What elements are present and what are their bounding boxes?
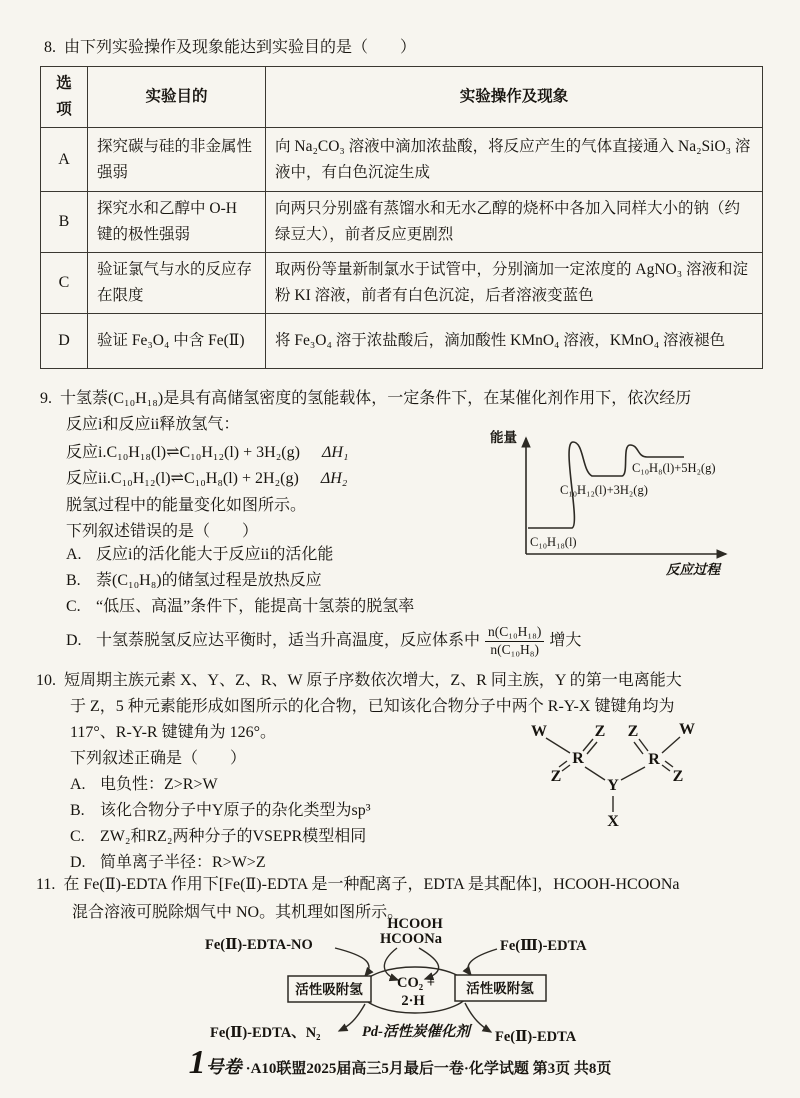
option-text: 萘(C₁₀H₈)的储氢过程是放热反应 [96,572,322,589]
q9-option-d [66,618,581,664]
feii-edta-no-label: Fe(Ⅱ)-EDTA-NO [205,937,313,953]
q9-stem-line1 [40,387,691,411]
table-row [41,128,763,192]
q8-number: 8. [44,39,56,56]
q9-note: 脱氢过程中的能量变化如图所示。 [66,497,307,514]
atom-r-right: R [648,751,660,768]
atom-w-right: W [679,721,695,738]
q9-equation-2 [66,467,347,491]
arrow-feiii-in [468,949,497,975]
y-axis-label: 能量 [490,430,517,445]
atom-z-top-left: Z [594,723,606,740]
header-option: 选项 [41,67,88,128]
row-a-purpose: 探究碳与硅的非金属性强弱 [88,128,266,192]
option-letter: B. [66,572,81,589]
left-box-label: 活性吸附氢 [295,982,363,997]
q9-stem-text1: 十氢萘(C₁₀H₁₈)是具有高储氢密度的氢能载体，一定条件下，在某催化剂作用下，依次经历 [60,390,692,407]
fraction-numerator: n(C₁₀H₁₈) [485,624,544,642]
q8-stem-text: 由下列实验操作及现象能达到实验目的是（ ） [64,39,417,56]
hcooh-label: HCOOH [387,916,443,932]
q9-eq1-body: 反应i.C₁₀H₁₈(l)⇌C₁₀H₁₂(l) + 3H₂(g) [66,444,300,461]
pd-catalyst-label: Pd-活性炭催化剂 [362,1024,470,1040]
feii-edta-n2-label: Fe(Ⅱ)-EDTA、N₂ [210,1025,321,1041]
row-c-option: C [41,253,88,314]
option-letter: A. [66,546,82,563]
arrow-hcooh-left [384,948,398,980]
table-header-row [41,67,763,128]
x-axis-label: 反应过程 [666,562,720,577]
q8-experiment-table [40,66,763,369]
option-letter: D. [70,854,86,871]
q10-number: 10. [36,672,56,689]
q9-eq2-enthalpy: ΔH₂ [320,470,348,487]
row-d-option: D [41,314,88,369]
q9-eq2-body: 反应ii.C₁₀H₁₂(l)⇌C₁₀H₈(l) + 2H₂(g) [66,470,299,487]
q10-option-d [70,851,266,875]
q11-stem-line1 [36,873,679,897]
footer-logo-suffix: 号卷 [205,1057,242,1077]
arrow-feii-no-in [335,948,369,976]
row-b-operation: 向两只分别盛有蒸馏水和无水乙醇的烧杯中各加入同样大小的钠（约绿豆大），前者反应更剧烈 [266,192,763,253]
header-operation: 实验操作及现象 [266,67,763,128]
option-letter: A. [70,776,86,793]
option-text-suffix: 增大 [549,632,582,649]
level-end-label: C₁₀H₈(l)+5H₂(g) [632,461,716,475]
q9-ask: 下列叙述错误的是（ ） [66,523,259,540]
q9-option-b [66,569,322,593]
q10-stem-text1: 短周期主族元素 X、Y、Z、R、W 原子序数依次增大，Z、R 同主族，Y 的第一电离能大 [64,672,682,689]
page-footer [0,1044,800,1081]
fraction-denominator: n(C₁₀H₈) [490,641,539,657]
option-letter: C. [66,598,81,615]
hcoona-label: HCOONa [379,931,443,947]
option-text: 十氢萘脱氢反应达平衡时，适当升高温度，反应体系中 [96,632,481,649]
option-text: ZW₂和RZ₂两种分子的VSEPR模型相同 [100,828,367,845]
q9-option-c [66,595,414,619]
energy-profile-diagram [476,416,768,584]
row-d-purpose: 验证 Fe₃O₄ 中含 Fe(Ⅱ) [88,314,266,369]
q10-option-c [70,825,366,849]
bonds [546,737,680,812]
q10-ask: 下列叙述正确是（ ） [70,750,247,767]
footer-text: ·A10联盟2025届高三5月最后一卷·化学试题 第3页 共8页 [245,1061,612,1077]
atom-z-bottom-left: Z [550,768,562,785]
q9-equation-1 [66,441,348,465]
row-c-operation: 取两份等量新制氯水于试管中，分别滴加一定浓度的 AgNO₃ 溶液和淀粉 KI 溶液，前者有白色沉淀，后者溶液变蓝色 [266,253,763,314]
level-mid-label: C₁₀H₁₂(l)+3H₂(g) [560,483,648,497]
row-a-option: A [41,128,88,192]
atom-r-left: R [572,750,584,767]
table-row [41,314,763,369]
option-text: 反应i的活化能大于反应ii的活化能 [96,546,334,563]
option-text: 该化合物分子中Y原子的杂化类型为sp³ [100,802,371,819]
q8-stem [44,36,416,60]
q9-option-a [66,543,333,567]
q11-number: 11. [36,876,56,893]
feiii-edta-label: Fe(Ⅲ)-EDTA [500,938,587,954]
row-d-operation: 将 Fe₃O₄ 溶于浓盐酸后，滴加酸性 KMnO₄ 溶液，KMnO₄ 溶液褪色 [266,314,763,369]
q10-stem-line1 [36,669,682,693]
q10-stem-line3: 117°、R-Y-R 键键角为 126°。 [70,724,276,741]
row-c-purpose: 验证氯气与水的反应存在限度 [88,253,266,314]
q9-number: 9. [40,390,52,407]
table-row [41,253,763,314]
option-letter: C. [70,828,85,845]
mole-ratio-fraction [485,624,544,659]
atom-z-top-right: Z [627,723,639,740]
atom-x: X [607,813,619,830]
level-start-label: C₁₀H₁₈(l) [530,535,577,549]
option-text: 简单离子半径：R>W>Z [100,854,266,871]
q11-stem-line2: 混合溶液可脱除烟气中 NO。其机理如图所示。 [72,904,404,921]
header-purpose: 实验目的 [88,67,266,128]
feii-edta-label: Fe(Ⅱ)-EDTA [495,1029,577,1045]
q11-stem-text1: 在 Fe(Ⅱ)-EDTA 作用下[Fe(Ⅱ)-EDTA 是一种配离子，EDTA 是其配体]，HCOOH-HCOONa [63,876,680,893]
row-a-operation: 向 Na₂CO₃ 溶液中滴加浓盐酸，将反应产生的气体直接通入 Na₂SiO₃ 溶液中，有白色沉淀生成 [266,128,763,192]
q10-option-a [70,773,218,797]
atom-w-left: W [531,723,547,740]
atom-z-bottom-right: Z [672,768,684,785]
co2-label: CO₂ + [397,975,435,991]
option-text: 电负性：Z>R>W [100,776,218,793]
option-text: “低压、高温”条件下，能提高十氢萘的脱氢率 [96,598,415,615]
molecular-structure-diagram [494,710,722,838]
option-letter: D. [66,632,82,649]
q9-eq1-enthalpy: ΔH₁ [321,444,349,461]
option-letter: B. [70,802,85,819]
row-b-purpose: 探究水和乙醇中 O-H 键的极性强弱 [88,192,266,253]
active-h-label: 2·H [401,993,425,1009]
q9-stem-line2: 反应i和反应ii释放氢气： [66,416,240,433]
footer-logo-numeral: 1 [188,1044,206,1081]
table-row [41,192,763,253]
q10-option-b [70,799,371,823]
q10-stem-line2: 于 Z，5 种元素能形成如图所示的化合物，已知该化合物分子中两个 R-Y-X 键键角均为 [70,698,675,715]
right-box-label: 活性吸附氢 [466,981,534,996]
no-removal-mechanism-diagram [153,916,701,1062]
row-b-option: B [41,192,88,253]
atom-y: Y [607,777,619,794]
